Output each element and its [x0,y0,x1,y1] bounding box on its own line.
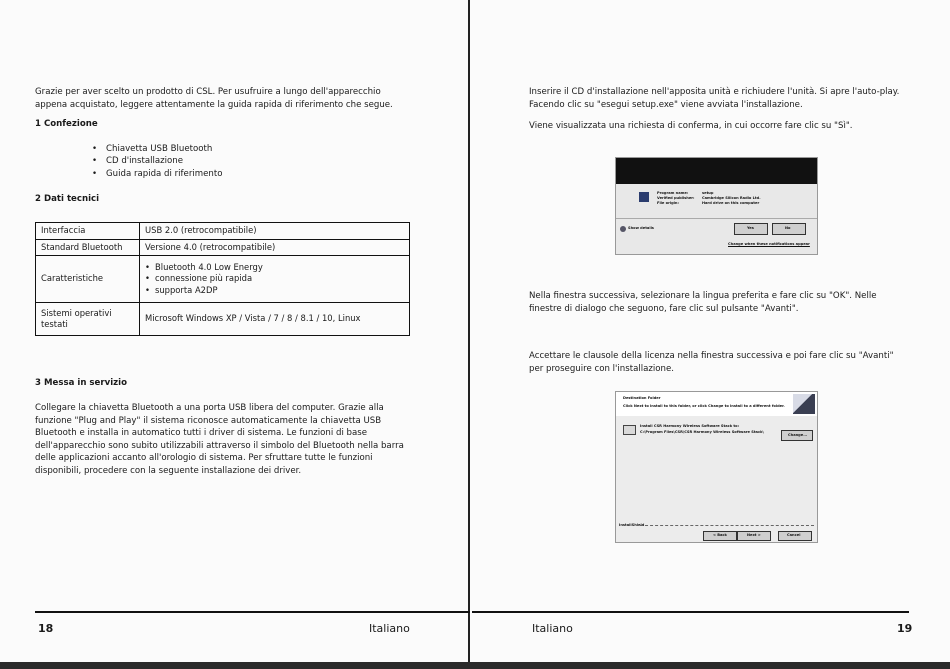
table-cell: Versione 4.0 (retrocompatibile) [140,239,410,256]
publisher-value: Cambridge Silicon Radio Ltd. [702,196,761,200]
table-cell: Standard Bluetooth [36,239,140,256]
table-cell: Interfaccia [36,223,140,240]
left-page [0,0,470,669]
folder-icon [623,425,636,435]
uac-dialog-screenshot [615,157,818,255]
origin-label: File origin: [657,201,679,205]
package-contents-list [92,143,223,180]
publisher-label: Verified publisher: [657,196,695,200]
next-button[interactable]: Next > [737,531,771,541]
dialog-header-subtitle: Click Next to install to this folder, or click Change to install to a different folder. [623,404,785,408]
table-cell: Caratteristiche [36,256,140,303]
list-item: • CD d'installazione [92,155,223,167]
page-number: 19 [897,622,913,635]
section-3-paragraph: Collegare la chiavetta Bluetooth a una porta USB libera del computer. Grazie alla funzione "Plug and Play" il sistema riconosce automaticamente la chiavetta USB Bluetooth e installa in automatico tutti i driver di sistema. Le funzioni di base dell'apparecchio sono subito utilizzabili attraverso il simbolo del Bluetooth nella barra delle applicazioni accanto all'orologio di sistema. Per sfruttare tutte le funzioni disponibili, procedere con la seguente installazione dei driver. [35,403,404,476]
list-item: • connessione più rapida [145,273,404,285]
back-button[interactable]: < Back [703,531,737,541]
table-row [36,239,410,256]
program-icon [639,192,649,202]
change-notifications-link[interactable]: Change when these notifications appear [728,242,810,246]
installshield-label: InstallShield [619,523,645,527]
footer-rule [472,611,909,613]
installer-logo [793,394,815,414]
list-item: • supporta A2DP [145,285,404,297]
divider [640,525,814,526]
footer-language: Italiano [369,622,410,635]
table-row [36,223,410,240]
section-2-heading: 2 Dati tecnici [35,194,100,204]
chevron-down-icon[interactable] [620,226,626,232]
install-to-label: Install CSR Harmony Wireless Software Stack to: [640,424,740,428]
table-row [36,303,410,336]
right-page [472,0,950,669]
program-name-value: setup [702,191,714,195]
install-paragraph-3: Nella finestra successiva, selezionare la lingua preferita e fare clic su "OK". Nelle finestre di dialogo che seguono, fare clic sul pulsante "Avanti". [529,291,877,314]
dialog-header-title: Destination Folder [623,396,661,400]
yes-button[interactable]: Yes [734,223,768,235]
install-paragraph-4: Accettare le clausole della licenza nella finestra successiva e poi fare clic su "Avanti" per proseguire con l'installazione. [529,351,894,374]
list-item: • Guida rapida di riferimento [92,168,223,180]
section-1-heading: 1 Confezione [35,119,98,129]
change-button[interactable]: Change... [781,430,813,441]
scan-edge [0,662,950,669]
table-row [36,256,410,303]
dialog-titlebar [616,158,817,184]
cancel-button[interactable]: Cancel [778,531,812,541]
program-name-label: Program name: [657,191,689,195]
table-cell: Microsoft Windows XP / Vista / 7 / 8 / 8.1 / 10, Linux [140,303,410,336]
install-paragraph-2: Viene visualizzata una richiesta di conferma, in cui occorre fare clic su "Sì". [529,121,853,131]
table-cell [140,256,410,303]
features-list [145,262,404,297]
install-paragraph-1: Inserire il CD d'installazione nell'apposita unità e richiudere l'unità. Si apre l'auto-play. Facendo clic su "esegui setup.exe" viene avviata l'installazione. [529,87,900,110]
install-path: C:\Program Files\CSR\CSR Harmony Wireless Software Stack\ [640,430,764,434]
list-item: • Chiavetta USB Bluetooth [92,143,223,155]
table-cell: USB 2.0 (retrocompatibile) [140,223,410,240]
no-button[interactable]: No [772,223,806,235]
intro-paragraph: Grazie per aver scelto un prodotto di CSL. Per usufruire a lungo dell'apparecchio appena acquistato, leggere attentamente la guida rapida di riferimento che segue. [35,87,393,110]
page-number: 18 [38,622,54,635]
divider [616,218,817,219]
table-cell: Sistemi operativi testati [36,303,140,336]
specs-table [35,222,410,336]
footer-rule [35,611,470,613]
origin-value: Hard drive on this computer [702,201,760,205]
destination-folder-screenshot [615,391,818,543]
footer-language: Italiano [532,622,573,635]
list-item: • Bluetooth 4.0 Low Energy [145,262,404,274]
show-details-toggle[interactable]: Show details [628,226,654,230]
section-3-heading: 3 Messa in servizio [35,378,128,388]
